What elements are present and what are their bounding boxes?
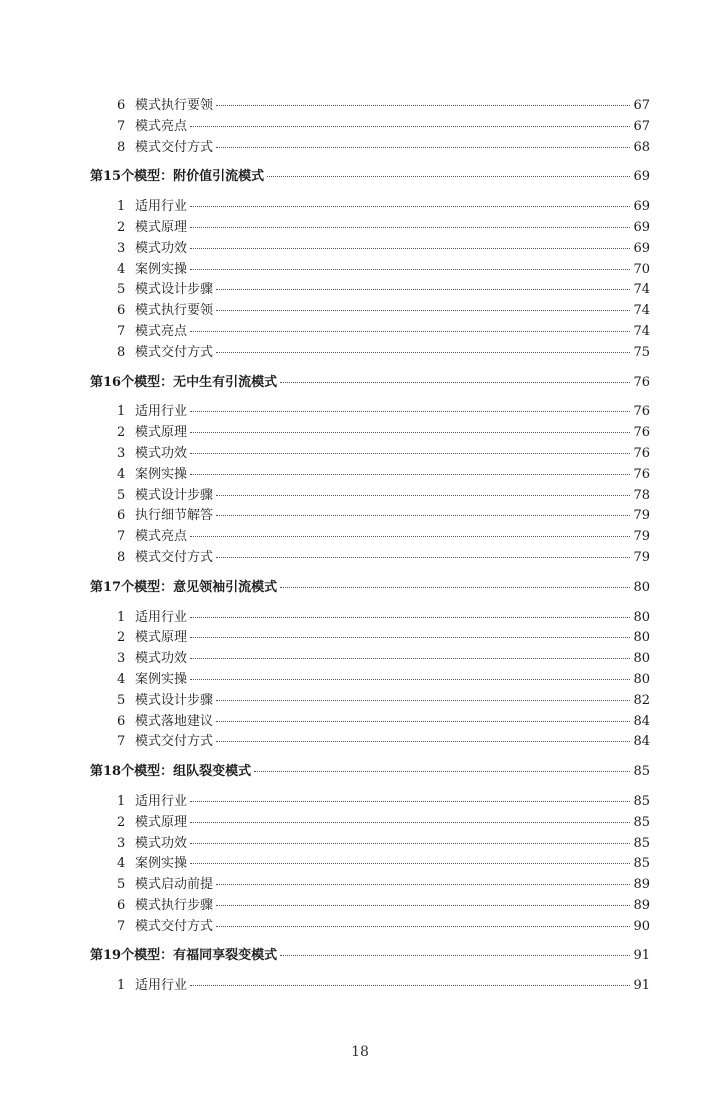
- toc-entry[interactable]: [0, 649, 720, 670]
- toc-entry-title: 模式功效: [135, 651, 188, 667]
- toc-entry-title: 模式设计步骤: [135, 282, 214, 298]
- toc-entry[interactable]: [0, 402, 720, 423]
- toc-entry[interactable]: [0, 506, 720, 527]
- toc-entry-number: 6: [117, 98, 126, 113]
- toc-entry-number: 4: [117, 261, 126, 277]
- dot-leader: [190, 330, 630, 332]
- toc-entry-number: 5: [117, 282, 126, 298]
- dot-leader: [190, 205, 630, 207]
- toc-chapter-heading[interactable]: [0, 946, 720, 967]
- toc-page-number: 76: [633, 404, 650, 420]
- toc-entry[interactable]: [0, 280, 720, 301]
- dot-leader: [216, 351, 630, 353]
- toc-entry[interactable]: [0, 197, 720, 218]
- page-number: 18: [351, 1044, 369, 1060]
- toc-entry-title: 模式亮点: [135, 323, 188, 339]
- toc-entry-title: 模式执行步骤: [135, 897, 214, 913]
- toc-page-number: 84: [633, 734, 650, 750]
- toc-page-number: 79: [633, 549, 650, 565]
- dot-leader: [190, 268, 630, 270]
- toc-entry-number: 6: [117, 897, 126, 913]
- toc-entry-number: 1: [117, 404, 126, 420]
- toc-page-number: 67: [633, 98, 650, 113]
- dot-leader: [216, 288, 630, 290]
- dot-leader: [190, 226, 630, 228]
- dot-leader: [190, 473, 630, 475]
- toc-entry-number: 1: [117, 199, 126, 215]
- toc-chapter-title: 第18个模型：组队裂变模式: [90, 764, 252, 780]
- toc-entry[interactable]: [0, 423, 720, 444]
- toc-entry-title: 模式交付方式: [135, 918, 214, 934]
- toc-entry-title: 案例实操: [135, 856, 188, 872]
- toc-entry-number: 5: [117, 487, 126, 503]
- dot-leader: [190, 842, 630, 844]
- dot-leader: [280, 954, 630, 956]
- toc-page-number: 74: [633, 323, 650, 339]
- toc-entry[interactable]: [0, 712, 720, 733]
- toc-entry[interactable]: [0, 834, 720, 855]
- toc-page-number: 74: [633, 303, 650, 319]
- toc-entry-number: 1: [117, 609, 126, 625]
- toc-page-number: 75: [633, 344, 650, 360]
- dot-leader: [280, 381, 630, 383]
- toc-entry-title: 模式启动前提: [135, 877, 214, 893]
- toc-entry-title: 案例实操: [135, 466, 188, 482]
- dot-leader: [280, 586, 630, 588]
- toc-entry[interactable]: [0, 628, 720, 649]
- toc-entry-number: 6: [117, 713, 126, 729]
- toc-entry[interactable]: [0, 670, 720, 691]
- toc-page-number: 79: [633, 529, 650, 545]
- toc-page-number: 70: [633, 261, 650, 277]
- dot-leader: [254, 770, 630, 772]
- toc-entry-title: 适用行业: [135, 199, 188, 215]
- toc-page-number: 79: [633, 508, 650, 524]
- toc-page-number: 82: [633, 692, 650, 708]
- toc-chapter-heading[interactable]: [0, 762, 720, 783]
- dot-leader: [190, 984, 630, 986]
- toc-entry-title: 模式原理: [135, 630, 188, 646]
- toc-entry-number: 3: [117, 240, 126, 256]
- toc-entry[interactable]: [0, 691, 720, 712]
- toc-entry-title: 模式设计步骤: [135, 692, 214, 708]
- toc-entry-number: 8: [117, 549, 126, 565]
- toc-page-number: 84: [633, 713, 650, 729]
- toc-entry[interactable]: [0, 138, 720, 159]
- toc-page-number: 89: [633, 897, 650, 913]
- toc-chapter-heading[interactable]: [0, 373, 720, 394]
- toc-page-number: 69: [633, 169, 650, 185]
- toc-page-number: 90: [633, 918, 650, 934]
- toc-entry-title: 模式亮点: [135, 529, 188, 545]
- dot-leader: [190, 657, 630, 659]
- toc-page-number: 69: [633, 240, 650, 256]
- toc-entry-number: 3: [117, 835, 126, 851]
- toc-page-number: 80: [633, 609, 650, 625]
- toc-page-number: 74: [633, 282, 650, 298]
- toc-page-number: 78: [633, 487, 650, 503]
- toc-entry-title: 模式交付方式: [135, 549, 214, 565]
- toc-entry-title: 模式设计步骤: [135, 487, 214, 503]
- toc-entry-title: 模式执行要领: [135, 303, 214, 319]
- dot-leader: [190, 247, 630, 249]
- toc-entry-title: 适用行业: [135, 978, 188, 994]
- toc-entry-number: 8: [117, 139, 126, 155]
- toc-entry-title: 模式交付方式: [135, 139, 214, 155]
- toc-entry-number: 4: [117, 466, 126, 482]
- toc-entry[interactable]: [0, 465, 720, 486]
- toc-entry-number: 4: [117, 671, 126, 687]
- toc-entry-number: 3: [117, 651, 126, 667]
- toc-page-number: 91: [633, 978, 650, 994]
- toc-entry[interactable]: [0, 854, 720, 875]
- toc-page-number: 85: [633, 814, 650, 830]
- toc-page-number: 69: [633, 219, 650, 235]
- toc-page-number: 68: [633, 139, 650, 155]
- toc-entry-title: 模式落地建议: [135, 713, 214, 729]
- toc-entry-title: 执行细节解答: [135, 508, 214, 524]
- toc-entry-title: 模式功效: [135, 445, 188, 461]
- toc-entry-number: 2: [117, 814, 126, 830]
- dot-leader: [190, 452, 630, 454]
- toc-entry-title: 模式原理: [135, 425, 188, 441]
- dot-leader: [267, 175, 630, 177]
- toc-entry[interactable]: [0, 486, 720, 507]
- toc-entry-number: 8: [117, 344, 126, 360]
- toc-entry-number: 4: [117, 856, 126, 872]
- toc-entry[interactable]: [0, 322, 720, 343]
- toc-entry-title: 模式原理: [135, 219, 188, 235]
- toc-page-number: 76: [633, 374, 650, 390]
- toc-entry-number: 1: [117, 978, 126, 994]
- toc-chapter-heading[interactable]: [0, 167, 720, 188]
- toc-entry-title: 模式执行要领: [135, 98, 214, 113]
- dot-leader: [216, 494, 630, 496]
- dot-leader: [216, 514, 630, 516]
- toc-entry-number: 7: [117, 529, 126, 545]
- toc-entry[interactable]: [0, 792, 720, 813]
- dot-leader: [190, 862, 630, 864]
- toc-entry-number: 2: [117, 425, 126, 441]
- toc-entry-number: 5: [117, 692, 126, 708]
- toc-entry[interactable]: [0, 96, 720, 117]
- dot-leader: [216, 104, 630, 106]
- dot-leader: [216, 883, 630, 885]
- toc-page-number: 91: [633, 948, 650, 964]
- toc-entry-title: 模式原理: [135, 814, 188, 830]
- toc-entry-number: 2: [117, 219, 126, 235]
- toc-chapter-title: 第17个模型：意见领袖引流模式: [90, 579, 278, 595]
- toc-page-number: 67: [633, 118, 650, 134]
- dot-leader: [216, 904, 630, 906]
- toc-chapter-title: 第16个模型：无中生有引流模式: [90, 374, 278, 390]
- toc-page-number: 85: [633, 835, 650, 851]
- toc-chapter-title: 第15个模型：附价值引流模式: [90, 169, 265, 185]
- toc-entry-number: 3: [117, 445, 126, 461]
- toc-entry-title: 模式亮点: [135, 118, 188, 134]
- toc-entry[interactable]: [0, 896, 720, 917]
- toc-entry-number: 6: [117, 508, 126, 524]
- toc-entry-title: 模式交付方式: [135, 734, 214, 750]
- dot-leader: [190, 800, 630, 802]
- dot-leader: [216, 740, 630, 742]
- toc-entry-title: 模式功效: [135, 835, 188, 851]
- toc-entry[interactable]: [0, 813, 720, 834]
- toc-page-number: 76: [633, 445, 650, 461]
- toc-page-number: 80: [633, 651, 650, 667]
- toc-page-number: 69: [633, 199, 650, 215]
- toc-entry[interactable]: [0, 732, 720, 753]
- toc-entry[interactable]: [0, 218, 720, 239]
- toc-page-number: 85: [633, 793, 650, 809]
- toc-entry[interactable]: [0, 976, 720, 997]
- toc-page-number: 80: [633, 579, 650, 595]
- toc-entry-title: 案例实操: [135, 671, 188, 687]
- toc-entry-title: 适用行业: [135, 793, 188, 809]
- toc-entry-number: 5: [117, 877, 126, 893]
- dot-leader: [216, 925, 630, 927]
- toc-entry-number: 2: [117, 630, 126, 646]
- dot-leader: [190, 431, 630, 433]
- toc-page-number: 85: [633, 764, 650, 780]
- toc-entry[interactable]: [0, 444, 720, 465]
- toc-entry[interactable]: [0, 301, 720, 322]
- dot-leader: [216, 309, 630, 311]
- dot-leader: [216, 699, 630, 701]
- toc-entry-title: 案例实操: [135, 261, 188, 277]
- toc-entry[interactable]: [0, 239, 720, 260]
- toc-page-number: 80: [633, 671, 650, 687]
- dot-leader: [216, 146, 630, 148]
- dot-leader: [190, 678, 630, 680]
- toc-chapter-title: 第19个模型：有福同享裂变模式: [90, 948, 278, 964]
- toc-entry[interactable]: [0, 527, 720, 548]
- toc-entry[interactable]: [0, 875, 720, 896]
- dot-leader: [190, 821, 630, 823]
- toc-entry-number: 6: [117, 303, 126, 319]
- toc-chapter-heading[interactable]: [0, 578, 720, 599]
- toc-entry-title: 适用行业: [135, 404, 188, 420]
- dot-leader: [190, 535, 630, 537]
- toc-page-number: 89: [633, 877, 650, 893]
- toc-entry[interactable]: [0, 917, 720, 938]
- toc-page-number: 76: [633, 425, 650, 441]
- table-of-contents: [0, 96, 720, 997]
- toc-page-number: 80: [633, 630, 650, 646]
- toc-entry-title: 模式功效: [135, 240, 188, 256]
- dot-leader: [190, 410, 630, 412]
- dot-leader: [190, 636, 630, 638]
- toc-entry-title: 适用行业: [135, 609, 188, 625]
- toc-entry-number: 7: [117, 323, 126, 339]
- toc-entry-title: 模式交付方式: [135, 344, 214, 360]
- toc-entry-number: 7: [117, 918, 126, 934]
- toc-page-number: 76: [633, 466, 650, 482]
- dot-leader: [190, 616, 630, 618]
- toc-entry[interactable]: [0, 343, 720, 364]
- toc-entry[interactable]: [0, 608, 720, 629]
- toc-entry[interactable]: [0, 260, 720, 281]
- dot-leader: [216, 556, 630, 558]
- dot-leader: [190, 125, 630, 127]
- toc-entry-number: 1: [117, 793, 126, 809]
- toc-entry-number: 7: [117, 118, 126, 134]
- toc-entry[interactable]: [0, 548, 720, 569]
- toc-entry[interactable]: [0, 117, 720, 138]
- toc-page-number: 85: [633, 856, 650, 872]
- toc-entry-number: 7: [117, 734, 126, 750]
- dot-leader: [216, 720, 630, 722]
